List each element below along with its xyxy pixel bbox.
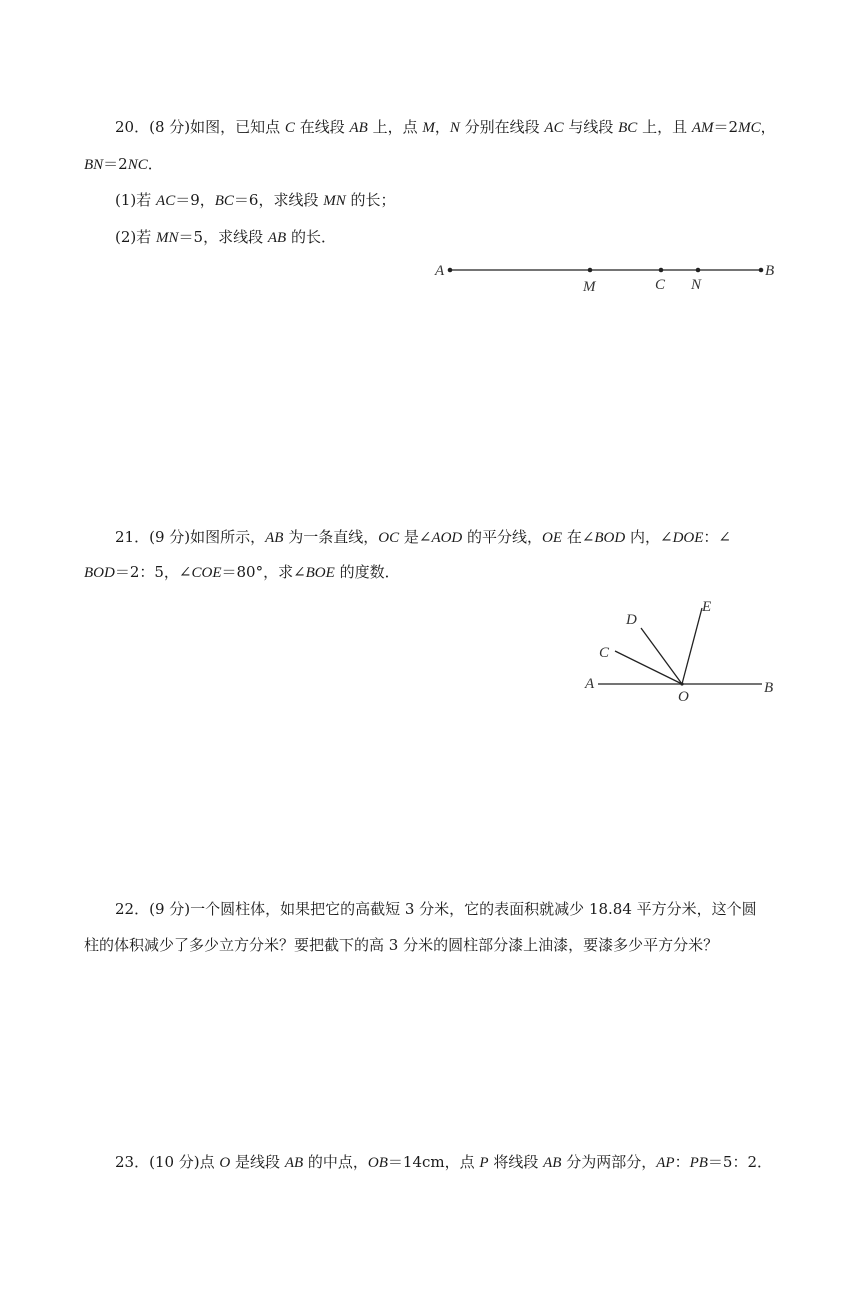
ray-oc [615,651,682,684]
q21-angle-figure [580,595,780,705]
q20-sub2: (2)若 MN＝5，求线段 AB 的长． [115,228,336,246]
point-n [696,268,701,273]
label-b: B [765,263,775,279]
point-c [659,268,664,273]
q20-line2: BN＝2NC． [84,155,163,173]
point-b [759,268,764,273]
label-n: N [691,277,702,293]
label-e: E [702,599,712,615]
ray-oe [682,608,702,684]
label-a: A [585,676,595,692]
label-o: O [678,689,689,705]
q21-line2: BOD＝2：5，∠COE＝80°，求∠BOE 的度数． [84,563,400,581]
q22-line1: 22．(9 分)一个圆柱体，如果把它的高截短 3 分米，它的表面积就减少 18.84 平方分米，这个圆 [115,900,757,918]
q20-sub1: (1)若 AC＝9，BC＝6，求线段 MN 的长； [115,191,396,209]
q20-line1: 20．(8 分)如图，已知点 C 在线段 AB 上，点 M，N 分别在线段 AC 与线段 BC 上，且 AM＝2MC， [115,118,776,136]
q20-segment-figure [428,258,788,298]
label-m: M [583,279,596,295]
q23-line1: 23．(10 分)点 O 是线段 AB 的中点，OB＝14cm，点 P 将线段 AB 分为两部分，AP：PB＝5：2． [115,1153,772,1171]
label-d: D [626,612,637,628]
point-o [680,682,683,685]
q22-line2: 柱的体积减少了多少立方分米？要把截下的高 3 分米的圆柱部分漆上油漆，要漆多少平方分米？ [84,936,719,954]
ray-od [641,628,682,684]
point-a [448,268,453,273]
label-c: C [599,645,610,661]
label-a: A [435,263,445,279]
point-m [588,268,593,273]
q21-line1: 21．(9 分)如图所示，AB 为一条直线，OC 是∠AOD 的平分线，OE 在∠BOD 内，∠DOE：∠ [115,528,731,546]
label-c: C [655,277,666,293]
label-b: B [764,680,774,696]
